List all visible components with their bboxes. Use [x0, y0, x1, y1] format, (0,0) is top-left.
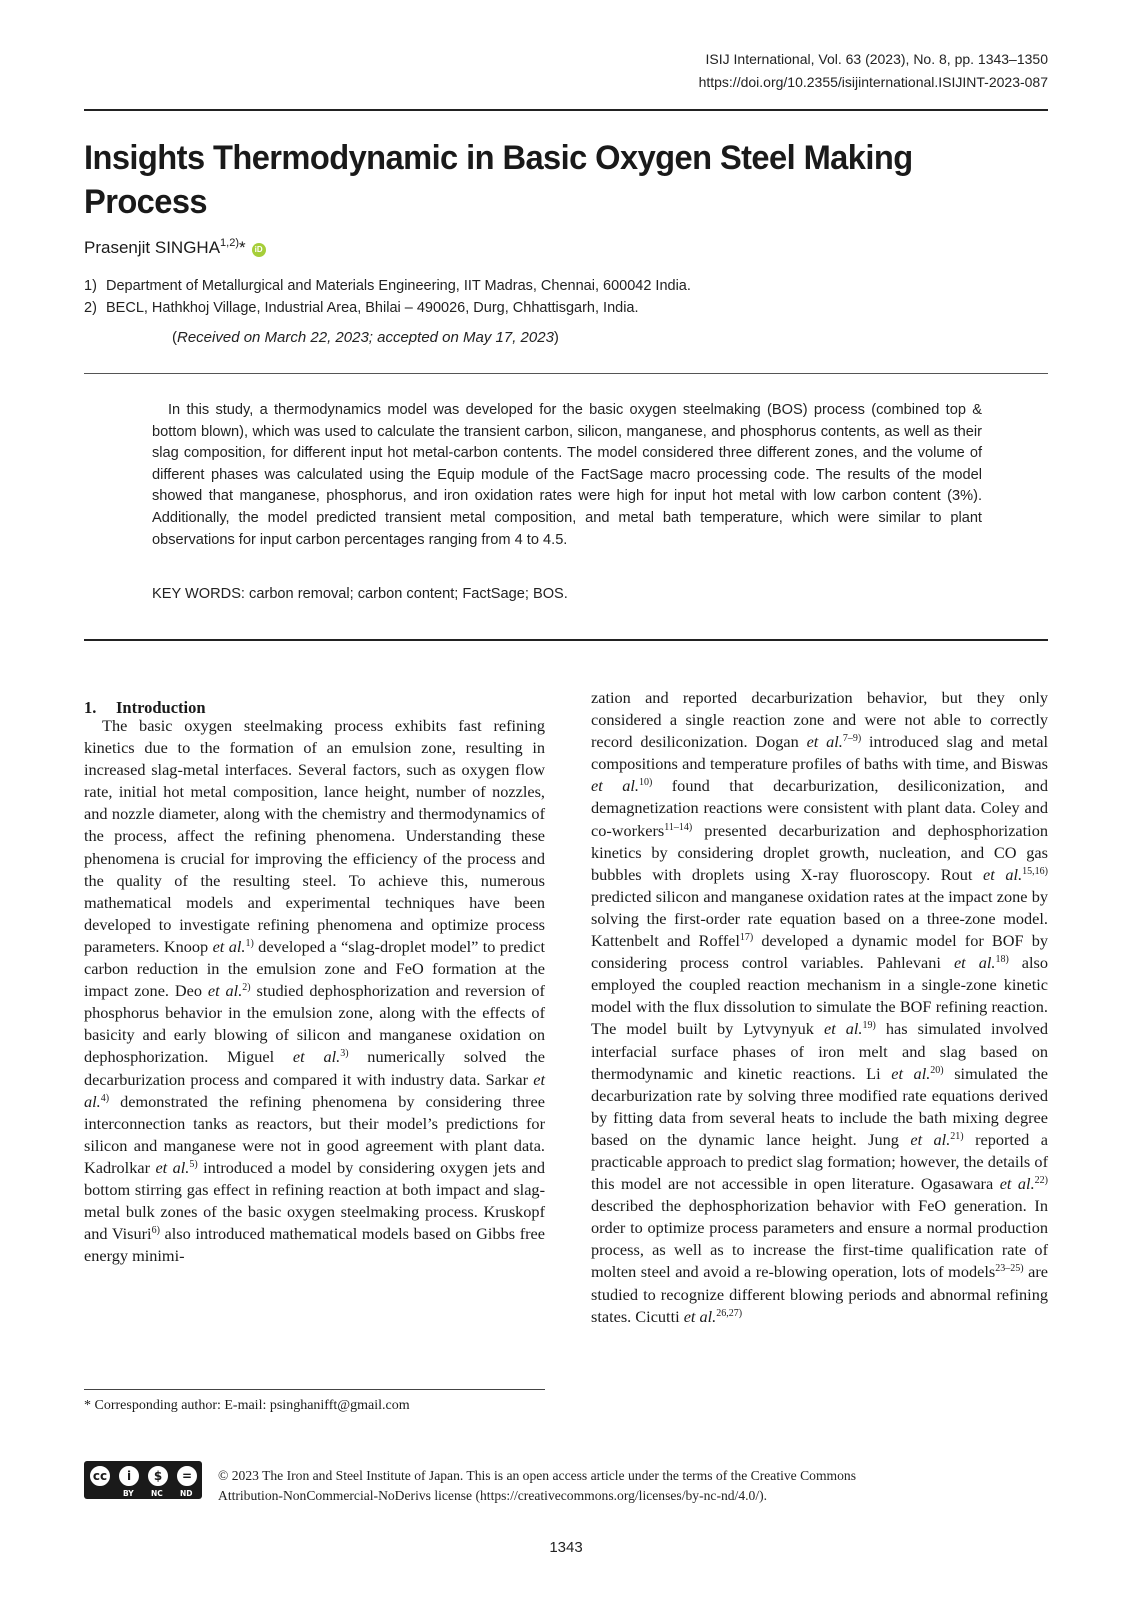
citation-ref[interactable]: 15,16): [1022, 865, 1048, 877]
text-run: numerically solved the decarburization process and compared it with industry data. Sarkar: [84, 1047, 545, 1089]
text-run: introduced slag and metal compositions and temperature profiles of baths with time, and Biswas: [591, 732, 1048, 774]
text-run: described the dephosphorization behavior with FeO generation. In order to optimize process parameters and ensure a normal production process, as well as to increase the first-time qualification rate of molten steel and avoid a re-blowing operation, lots of models: [591, 1196, 1048, 1282]
et-al: et al.: [591, 776, 639, 796]
left-column: [84, 715, 545, 1267]
citation-ref[interactable]: 3): [340, 1048, 349, 1060]
affiliation-number: 1): [84, 278, 97, 294]
received-open: (: [172, 329, 177, 346]
citation-ref[interactable]: 17): [739, 932, 754, 944]
text-run: developed a “slag-droplet model” to predict carbon reduction in the emulsion zone and FeO formation at the impact zone. Deo: [84, 936, 545, 1001]
article-title: Insights Thermodynamic in Basic Oxygen Steel Making Process: [84, 139, 913, 221]
doi-link[interactable]: https://doi.org/10.2355/isijinternational.ISIJINT-2023-087: [698, 74, 1048, 90]
affiliations: [84, 275, 691, 319]
license-line: Attribution-NonCommercial-NoDerivs license (https://creativecommons.org/licenses/by-nc-nd/4.0/).: [218, 1488, 768, 1503]
text-run: The basic oxygen steelmaking process exhibits fast refining kinetics due to the formation of an emulsion zone, resulting in increased slag-metal interfaces. Several factors, such as oxygen flow rate, initial hot metal composition, lance height, number of nozzles, and nozzle diameter, along with the chemistry and thermodynamics of the process, affect the refining phenomena. Understanding these phenomena is crucial for improving the efficiency of the process and the quality of the resulting steel. To achieve this, numerous mathematical models and experimental techniques have been developed to investigate refining phenomena and optimize process parameters. Knoop: [84, 716, 545, 956]
keywords: KEY WORDS: carbon removal; carbon content; FactSage; BOS.: [152, 586, 568, 602]
badge-label-nd: ND: [180, 1489, 193, 1498]
received-close: ): [553, 329, 559, 346]
et-al: et al.: [155, 1157, 190, 1177]
nc-icon: $: [146, 1464, 170, 1488]
et-al: et al.: [84, 1069, 545, 1111]
affiliation-number: 2): [84, 300, 97, 316]
right-column: [591, 687, 1048, 1328]
text-run: introduced a model by considering oxygen jets and bottom stirring gas effect in refining reaction at both impact and slag-metal bulk zones of the basic oxygen steelmaking process. Kruskopf and Visuri: [84, 1157, 545, 1244]
affiliation-text: Department of Metallurgical and Materials Engineering, IIT Madras, Chennai, 600042 India.: [106, 278, 691, 294]
citation-ref[interactable]: 11–14): [664, 821, 693, 833]
text-run: presented decarburization and dephosphorization kinetics by considering droplet growth, nucleation, and CO gas bubbles with droplets using X-ray fluoroscopy. Rout: [591, 820, 1048, 884]
section-title: Introduction: [116, 698, 206, 717]
intro-paragraph-left: [84, 715, 545, 1267]
et-al: et al.: [823, 1019, 863, 1039]
text-run: studied dephosphorization and reversion of phosphorus behavior in the emulsion zone, along with the effects of basicity and early blowing of silicon and manganese oxidation on dephosphorization. Miguel: [84, 981, 545, 1067]
text-run: also employed the coupled reaction mechanism in a single-zone kinetic model with the flux dissolution to simulate the BOF refining reaction. The model built by Lytvynyuk: [591, 953, 1049, 1039]
affiliation-1: [84, 275, 691, 297]
citation-ref[interactable]: 2): [242, 982, 251, 994]
received-dates: [172, 327, 559, 349]
citation-ref[interactable]: 26,27): [716, 1307, 743, 1319]
citation-ref[interactable]: 18): [995, 954, 1009, 966]
et-al: et al.: [212, 936, 246, 956]
intro-paragraph-right: [591, 687, 1048, 1328]
et-al: et al.: [999, 1174, 1035, 1194]
citation-ref[interactable]: 22): [1034, 1175, 1048, 1187]
license-line: © 2023 The Iron and Steel Institute of Japan. This is an open access article under the terms of the Creative Commons: [218, 1468, 856, 1483]
page-number: 1343: [549, 1539, 583, 1556]
nd-icon: =: [175, 1464, 199, 1488]
text-run: developed a dynamic model for BOF by considering process control variables. Pahlevani: [591, 931, 1048, 973]
et-al: et al.: [953, 953, 996, 973]
badge-label-by: BY: [123, 1489, 134, 1498]
journal-citation: ISIJ International, Vol. 63 (2023), No. 8, pp. 1343–1350: [705, 51, 1048, 67]
abstract-top-rule: [84, 373, 1048, 374]
citation-ref[interactable]: 4): [100, 1092, 110, 1104]
header-rule: [84, 109, 1048, 111]
citation-ref[interactable]: 1): [245, 937, 254, 949]
orcid-icon[interactable]: iD: [252, 243, 266, 257]
citation-ref[interactable]: 21): [950, 1130, 964, 1142]
text-run: zation and reported decarburization behavior, but they only considered a single reaction zone and were not able to correctly record desiliconization. Dogan: [591, 688, 1048, 752]
abstract-bottom-rule: [84, 639, 1048, 641]
citation-ref[interactable]: 7–9): [842, 733, 862, 745]
et-al: et al.: [207, 981, 243, 1001]
text-run: demonstrated the refining phenomena by considering three interconnection tanks as reactors, but their model’s predictions for silicon and manganese were not in good agreement with plant data. Kadrolkar: [84, 1091, 545, 1177]
text-run: has simulated involved interfacial surface phases of iron melt and slag based on thermodynamic and kinetic reactions. Li: [591, 1019, 1049, 1083]
citation-ref[interactable]: 5): [189, 1158, 198, 1170]
badge-label-nc: NC: [151, 1489, 163, 1498]
text-run: also introduced mathematical models based on Gibbs free energy minimi-: [84, 1224, 545, 1266]
citation-ref[interactable]: 19): [862, 1020, 876, 1032]
corresponding-mark: *: [239, 238, 246, 257]
cc-license-badge[interactable]: [84, 1461, 202, 1499]
author-name: Prasenjit SINGHA: [84, 238, 221, 257]
cc-icon: cc: [88, 1464, 112, 1488]
citation-ref[interactable]: 20): [930, 1064, 944, 1076]
author-line: [84, 232, 266, 259]
affiliation-2: [84, 297, 691, 319]
text-run: reported a practicable approach to predict slag formation; however, the details of this model are not accessible in open literature. Ogasawara: [591, 1129, 1048, 1194]
abstract: In this study, a thermodynamics model was developed for the basic oxygen steelmaking (BOS) process (combined top & bottom blown), which was used to calculate the transient carbon, silicon, manganese, and phosphorus contents, as well as their slag composition, for different input hot metal-carbon contents. The model considered three different zones, and the volume of different phases was calculated using the Equip module of the FactSage macro processing code. The results of the model showed that manganese, phosphorus, and iron oxidation rates were high for input hot metal with low carbon content (3%). Additionally, the model predicted transient metal composition, and metal bath temperature, which were similar to plant observations for input carbon percentages ranging from 4 to 4.5.: [152, 402, 982, 548]
by-icon: i: [117, 1464, 141, 1488]
citation-ref[interactable]: 10): [638, 777, 653, 789]
citation-ref[interactable]: 23–25): [995, 1263, 1024, 1275]
et-al: et al.: [292, 1047, 341, 1067]
text-run: are studied to recognize different blowing periods and abnormal refining states. Cicutti: [591, 1262, 1048, 1326]
et-al: et al.: [891, 1063, 931, 1083]
text-run: predicted silicon and manganese oxidation rates at the impact zone by solving the first-order rate equation based on a three-zone model. Kattenbelt and Roffel: [591, 886, 1048, 951]
footnote-rule: [84, 1389, 545, 1390]
et-al: et al.: [806, 732, 843, 752]
running-header: [699, 48, 1048, 94]
text-run: found that decarburization, desiliconization, and demagnetization reactions were consistent with plant data. Coley and co-workers: [591, 776, 1048, 840]
citation-ref[interactable]: 6): [151, 1225, 160, 1237]
et-al: et al.: [983, 864, 1023, 884]
author-affil-marks: 1,2): [220, 237, 240, 249]
received-text: Received on March 22, 2023; accepted on May 17, 2023: [177, 329, 554, 346]
section-number: 1.: [84, 698, 97, 717]
et-al: et al.: [683, 1306, 717, 1326]
license-text: [218, 1466, 856, 1506]
et-al: et al.: [910, 1129, 951, 1149]
text-run: simulated the decarburization rate by solving three modified rate equations derived by fitting data from several heats to include the bath mixing degree based on the dynamic lance height. Jung: [591, 1063, 1048, 1149]
corresponding-author-footnote: * Corresponding author: E-mail: psinghanifft@gmail.com: [84, 1398, 410, 1413]
affiliation-text: BECL, Hathkhoj Village, Industrial Area, Bhilai – 490026, Durg, Chhattisgarh, India.: [106, 300, 639, 316]
